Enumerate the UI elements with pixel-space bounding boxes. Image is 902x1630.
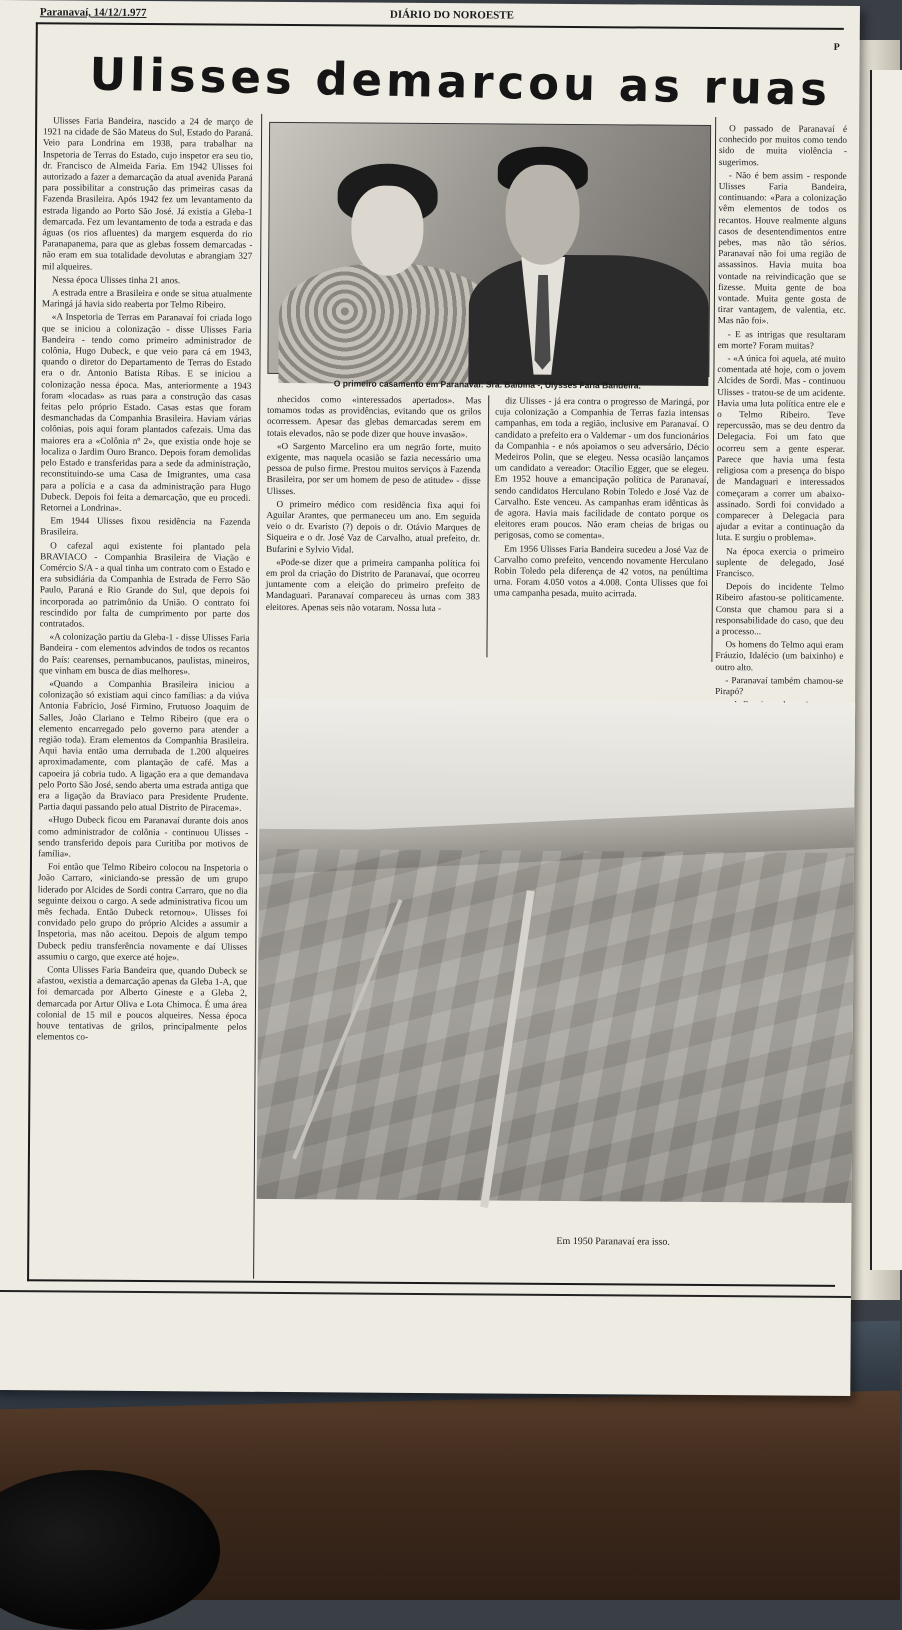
paragraph: Conta Ulisses Faria Bandeira que, quando Dubeck se afastou, «existia a demarcação apenas da Gleba 1-A, que foi demarcada por Alberto Gineste e a Gleba 2, demarcada por Artur Oliva e Lota Chimoca. É uma área colonial de 15 mil e poucos alqueires. Nessa época houve tentativas de grilos, principalmente pelos elementos co- (36, 964, 248, 1042)
column-1 (35, 115, 253, 1281)
paragraph: Foi então que Telmo Ribeiro colocou na Inspetoria o João Carraro, «iniciando-se pressão de um grupo liderado por Alcides de Sordi contra Carraro, que no dia seguinte deixou o cargo. A sede administrativa ficou um mês fechada. Então Dubeck retornou». Ulisses foi convidado pelo grupo do próprio Alcides a assumir a Inspetoria, mas não aceitou. Depois de algum tempo Dubeck pediu transferência novamente e daí Ulisses assumiu o cargo, que exerce até hoje». (37, 861, 248, 963)
paragraph: «Quando a Companhia Brasileira iniciou a colonização só existiam aqui cinco famílias: a da viúva Antonia Fabrício, José Firmino, Frutuoso Joaquim de Salles, João Clariano e Telmo Ribeiro (que era o elemento encarregado pelo governo para atender a região toda). Eram elementos da Companhia Brasileira. Aqui havia então uma derrubada de 1.200 alqueires aproximadamente, com plantação de café. Mas a capoeira já cobria tudo. A ligação era a que demandava pelo Porto São José, sendo aberta uma estrada antiga que era a ligação da Braviaco para Presidente Prudente. Partia daqui passando pelo atual Distrito de Piracema». (38, 678, 250, 813)
column-2 (265, 394, 481, 657)
newspaper-name: DIÁRIO DO NOROESTE (389, 8, 515, 22)
headline: Ulisses demarcou as ruas (88, 47, 832, 116)
paragraph: diz Ulisses - já era contra o progresso de Maringá, por cuja colonização a Companhia de Terras fazia intensas campanhas, em toda a região, inclusive em Paranavaí. O candidato a prefeito era o Valdemar - um dos funcionários da Companhia - e nós apoiamos o seu adversário, Décio Medeiros Polin, que se elegeu. Nessa ocasião lançamos um candidato a vereador: Otacílio Egger, que se elegeu. Em 1952 houve a emancipação política de Paranavaí, sendo candidatos Herculano Robin Toledo e José Vaz de Carvalho. Este venceu. As campanhas eram idênticas às de agora. Havia mais facilidade de contato porque os eleitores eram poucos. Não eram cheias de brigas ou perigosas, como se comenta». (494, 395, 710, 541)
paragraph: - E as intrigas que resultaram em morte? Foram muitas? (717, 328, 846, 351)
paragraph: O primeiro médico com residência fixa aqui foi Aguilar Arantes, que permaneceu um ano. Em seguida veio o dr. Evaristo (?) depois o dr. Otávio Marques de Siqueira e o dr. José Vaz de Carvalho, atual prefeito, dr. Bufarini e Sylvio Vidal. (266, 498, 481, 555)
bride-face (351, 185, 424, 276)
paragraph: Em 1944 Ulisses fixou residência na Fazenda Brasileira. (40, 515, 251, 537)
bride-dress (278, 263, 499, 385)
column-3 (493, 395, 709, 658)
wedding-photo (267, 122, 711, 377)
issue-date: Paranavaí, 14/12/1.977 (39, 6, 147, 20)
groom-face (505, 165, 580, 266)
paragraph: - Paranavaí também chamou-se Pirapó? (715, 674, 844, 697)
paragraph: «Hugo Dubeck ficou em Paranavaí durante dois anos como administrador de colônia - continuou Ulisses - sendo transferido depois para Curitiba por motivos de família». (38, 814, 249, 859)
paragraph: O passado de Paranavaí é conhecido por muitos como tendo sido de muita violência - sugerimos. (718, 123, 848, 167)
paragraph: Depois do incidente Telmo Ribeiro afastou-se politicamente. Consta que chamou para si a responsabilidade do caso, que deu a processo... (715, 581, 844, 637)
paragraph: Em 1956 Ulisses Faria Bandeira sucedeu a José Vaz de Carvalho como prefeito, vencendo novamente Herculano Robin Toledo pela diferença de 42 votos, na penúltima urna. Foram 4.050 votos a 4.008. Conta Ulisses que foi uma campanha pesada, muito acirrada. (493, 543, 709, 599)
paragraph: - Não é bem assim - responde Ulisses Faria Bandeira, continuando: «Para a colonização vêm elementos de todos os recantos. Houve realmente alguns casos de desentendimentos entre pebes, mas não tão sérios. Paranavaí não foi uma região de assassinos. Havia muita boa vontade na reivindicação que se fizesse. Muita gente de boa vontade. Muita gente gosta de tirar vantagem, de valentia, etc. Mas não foi». (717, 169, 847, 326)
groom-suit (468, 254, 709, 386)
paragraph: Nessa época Ulisses tinha 21 anos. (52, 274, 181, 286)
page-bottom-rule (0, 1290, 851, 1298)
column-4 (715, 123, 847, 764)
paragraph: O cafezal aqui existente foi plantado pela BRAVIACO - Companhia Brasileira de Viação e Comércio S/A - a qual tinha um contrato com o Estado e era subsidiária da Companhia de Estrada de Ferro São Paulo, Paraná e Rio Grande do Sul, que depois foi incorporada ao patrimônio da União. O contrato foi rescindido por falta de cumprimento por parte dos contratados. (39, 539, 251, 629)
paragraph: nhecidos como «interessados apertados». Mas tomamos todas as providências, evitando que os grilos ocorressem. Apesar das glebas demarcadas serem em totais elevados, não se pode dizer que houve invasão». (266, 393, 482, 439)
paragraph: «Pode-se dizer que a primeira campanha política foi em prol da criação do Distrito de Paranavaí, que ocorreu juntamente com a eleição do primeiro prefeito de Mandaguari. Paranavaí compareceu às urnas com 383 eleitores. Apenas seis não votaram. Nossa luta - (265, 556, 481, 613)
aerial-photo (257, 699, 855, 1203)
page-number: P (833, 41, 840, 53)
next-page-strip (870, 70, 902, 1270)
paragraph: Os homens do Telmo aqui eram Fráuzio, Idalécio (um baixinho) e outro alto. (715, 639, 844, 672)
paragraph: «A colonização partiu da Gleba-1 - disse Ulisses Faria Bandeira - com elementos advindos de todos os recantos do País: cearenses, pernambucanos, paulistas, mineiros, que vinham em busca de dias melhores». (39, 631, 250, 677)
paragraph: «O Sargento Marcelino era um negrão forte, muito exigente, mas naquela ocasião se fazia necessário uma pessoa de pulso firme. Prestou muitos serviços à Fazenda Brasileira, por ser um homem de peso de atitude» - disse Ulisses. (266, 440, 481, 496)
paragraph: Na época exercia o primeiro suplente de delegado, José Francisco. (715, 545, 845, 579)
wedding-photo-caption: O primeiro casamento em Paranavaí: Sra. Balbina -, Ulysses Faria Bandeira. (333, 378, 641, 391)
paragraph: Ulisses Faria Bandeira, nascido a 24 de março de 1921 na cidade de São Mateus do Sul, Estado do Paraná. Veio para Londrina em 1938, para trabalhar na Inspetoria de Terras do Estado, cujo inspetor era seu tio, dr. Francisco de Almeida Faria. Em 1942 Ulisses foi autorizado a fazer a demarcação da atual avenida Paraná para possibilitar a construção das primeiras casas da Fazenda Brasileira. Após 1942 fez um levantamento da estrada ligando ao Porto São José. Já existia a Gleba-1 demarcada. Fez um levantamento de toda a estrada e das águas (os rios afluentes) da margem esquerda do rio Paranapanema, para que as glebas fossem demarcadas - não eram em sua totalidade devolutas e abrangiam 327 mil alqueires. (42, 115, 254, 272)
aerial-photo-caption: Em 1950 Paranavaí era isso. (556, 1235, 670, 1248)
paragraph: «A Inspetoria de Terras em Paranavaí foi criada logo que se iniciou a colonização - disse Ulisses Faria Bandeira - tendo como primeiro administrador de colônia, Hugo Dubeck, e que veio para cá em 1943, quando o diretor do Departamento de Terras do Estado era o dr. Antonio Batista Ribas. E se iniciou a colonização nessa época. Mas, anteriormente a 1943 foram «locadas» as ruas para a construção das casas feitas pelo próprio Estado. Casas estas que foram desmanchadas da Companhia Brasileira. Haviam várias colônias, pois aqui foram plantados cafezais. Uma das maiores era a «Colônia nº 2», que existia onde hoje se localiza o Jardim Ouro Branco. Depois foram demolidas pelo Estado e transferidas para a sede da administração, reconstituindo-se uma Casa de Imigrantes, uma casa para a polícia e a casa da administração para Hugo Dubeck. Depois foi feita a demarcação, que eu procedi. Retornei a Londrina». (40, 311, 252, 513)
paragraph: A estrada entre a Brasileira e onde se situa atualmente Maringá já havia sido reaberta por Telmo Ribeiro. (41, 287, 252, 310)
paragraph: - «A única foi aquela, até muito comentada até hoje, com o jovem Alcides de Sordi. Mas - continuou Ulisses - tratou-se de um acidente. Havia uma luta política entre ele e o Telmo Ribeiro. Teve repercussão, mas se deu dentro da Delegacia. Foi um fato que ocorreu sem a gente esperar. Parece que havia uma festa religiosa com a presença do bispo de Mandaguari e interessados começaram a correr um abaixo-assinado. Sordi foi convidado a comparecer à Delegacia para ajudar a evitar a continuação da luta. E surgiu o problema». (716, 353, 846, 544)
